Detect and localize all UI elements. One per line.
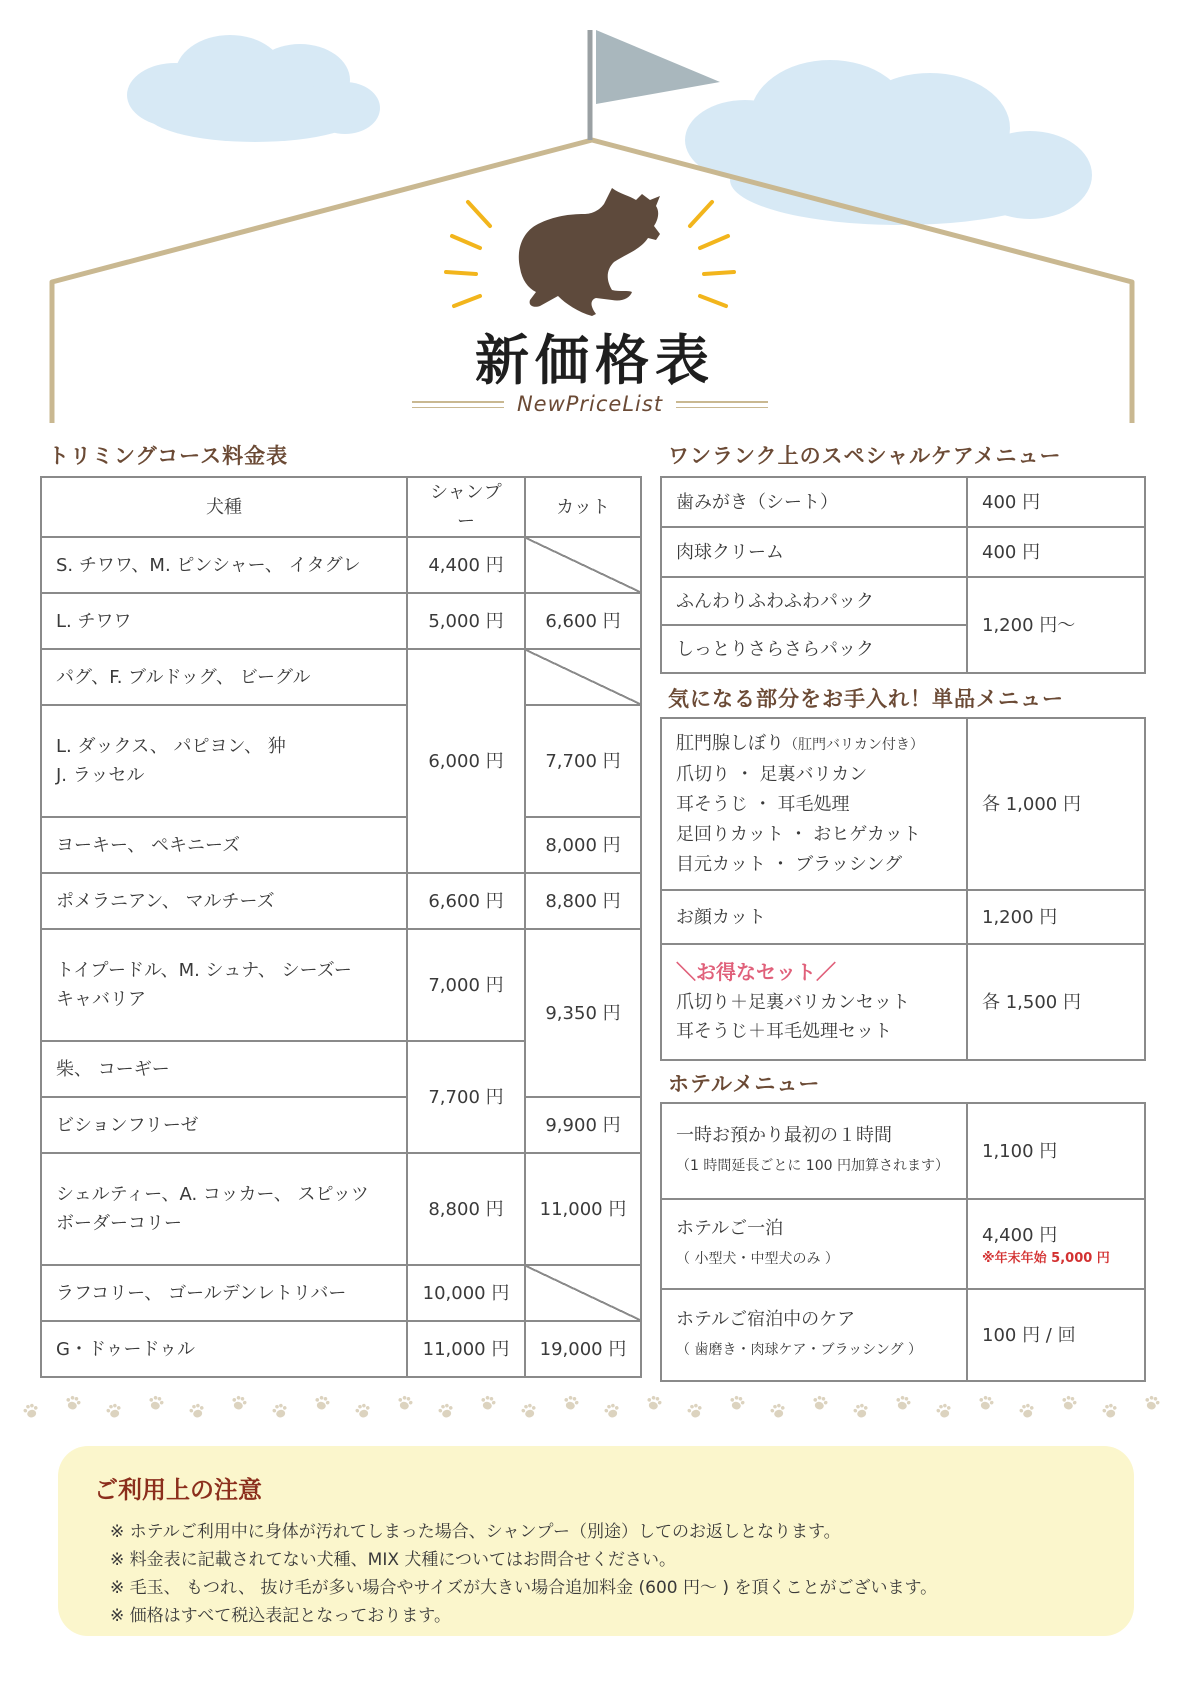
table-row	[41, 1265, 641, 1321]
breed-cell	[41, 1153, 407, 1265]
paw-icon	[933, 1400, 955, 1422]
breed-cell: 柴、 コーギー	[41, 1041, 407, 1097]
table-row	[661, 944, 1145, 1060]
paw-icon	[227, 1392, 249, 1414]
paw-icon	[393, 1392, 415, 1414]
paw-icon	[269, 1400, 291, 1422]
notes-title: ご利用上の注意	[94, 1476, 262, 1504]
menu-item-name: しっとりさらさらパック	[661, 625, 967, 673]
subtitle-rule-left-2	[412, 407, 504, 408]
menu-item-name: 爪切り＋足裏バリカンセット	[676, 992, 910, 1013]
cloud-right	[685, 60, 1092, 225]
table-row	[41, 649, 641, 705]
hotel-section-title: ホテルメニュー	[668, 1072, 821, 1096]
menu-item-name: 爪切り ・ 足裏バリカン	[676, 763, 868, 785]
breed-cell: ラフコリー、 ゴールデンレトリバー	[41, 1265, 407, 1321]
menu-item-name: ホテルご宿泊中のケア	[676, 1309, 856, 1330]
menu-item-name: 耳そうじ ・ 耳毛処理	[676, 793, 850, 815]
table-row	[41, 537, 641, 593]
page-subtitle: NewPriceList	[516, 392, 664, 416]
trimming-price-table	[40, 476, 642, 1378]
table-header-cut: カット	[525, 477, 641, 537]
shampoo-price: 6,000 円	[407, 649, 525, 873]
shampoo-price: 11,000 円	[407, 1321, 525, 1377]
notes-list	[110, 1518, 937, 1630]
breed-cell: L. チワワ	[41, 593, 407, 649]
menu-item-name: 足回りカット ・ おヒゲカット	[676, 823, 921, 845]
menu-item-name: ふんわりふわふわパック	[661, 577, 967, 625]
subtitle-rule-right	[676, 401, 768, 403]
menu-item-note: （ 歯磨き・肉球ケア・ブラッシング ）	[676, 1342, 922, 1358]
breed-cell	[41, 705, 407, 817]
paw-icon	[559, 1392, 581, 1414]
menu-item-price: 1,100 円	[967, 1103, 1145, 1199]
table-row	[661, 890, 1145, 944]
paw-icon	[1057, 1392, 1079, 1414]
cut-price: 6,600 円	[525, 593, 641, 649]
menu-item-price-group	[967, 1199, 1145, 1289]
menu-item-note: （ 小型犬・中型犬のみ ）	[676, 1251, 839, 1267]
paw-icon	[1016, 1400, 1038, 1422]
paw-icon	[974, 1392, 996, 1414]
paw-icon	[61, 1392, 83, 1414]
cut-price: 8,000 円	[525, 817, 641, 873]
table-row	[41, 873, 641, 929]
paw-icon	[103, 1400, 125, 1422]
menu-item-name: 歯みがき（シート）	[661, 477, 967, 527]
breed-cell	[41, 929, 407, 1041]
paw-icon	[20, 1400, 42, 1422]
subtitle-rule-left	[412, 401, 504, 403]
breed-line: シェルティー、A. コッカー、 スピッツ	[56, 1184, 369, 1205]
table-row	[661, 1103, 1145, 1199]
menu-item-price: 4,400 円	[982, 1224, 1058, 1246]
table-row	[41, 1097, 641, 1153]
menu-item-price: 各 1,000 円	[967, 718, 1145, 890]
paw-icon	[850, 1400, 872, 1422]
table-row	[41, 817, 641, 873]
shampoo-price: 8,800 円	[407, 1153, 525, 1265]
set-item-group	[661, 944, 967, 1060]
cut-price: 9,350 円	[525, 929, 641, 1097]
breed-cell: パグ、F. ブルドッグ、 ビーグル	[41, 649, 407, 705]
table-row	[41, 705, 641, 817]
table-row	[41, 1153, 641, 1265]
table-row	[661, 718, 1145, 890]
breed-cell: ポメラニアン、 マルチーズ	[41, 873, 407, 929]
table-row	[661, 577, 1145, 625]
menu-item-group	[661, 1103, 967, 1199]
paw-icon	[144, 1392, 166, 1414]
menu-item-price: 400 円	[967, 527, 1145, 577]
new-year-price-note: ※年末年始 5,000 円	[982, 1250, 1110, 1266]
breed-line: ボーダーコリー	[56, 1213, 182, 1234]
paw-print-divider	[0, 1388, 1190, 1428]
menu-item-group	[661, 1199, 967, 1289]
paw-icon	[808, 1392, 830, 1414]
single-menu-section-title: 気になる部分をお手入れ！単品メニュー	[668, 687, 1064, 711]
note-item: ※ 毛玉、 もつれ、 抜け毛が多い場合やサイズが大きい場合追加料金 (600 円〜 ) を頂くことがございます。	[110, 1578, 938, 1598]
hotel-table	[660, 1102, 1146, 1382]
note-item: ※ ホテルご利用中に身体が汚れてしまった場合、シャンプー（別途）してのお返しとなります。	[110, 1522, 841, 1542]
menu-item-note: （1 時間延長ごとに 100 円加算されます）	[676, 1158, 949, 1174]
shampoo-price: 4,400 円	[407, 537, 525, 593]
special-care-section-title: ワンランク上のスペシャルケアメニュー	[668, 444, 1062, 468]
menu-item-name: 耳そうじ＋耳毛処理セット	[676, 1021, 892, 1042]
breed-cell: G・ドゥードゥル	[41, 1321, 407, 1377]
cut-not-available	[525, 537, 641, 593]
breed-cell: S. チワワ、M. ピンシャー、 イタグレ	[41, 537, 407, 593]
table-row	[41, 593, 641, 649]
dog-silhouette-icon	[519, 188, 660, 316]
special-care-table	[660, 476, 1146, 674]
menu-item-price: 各 1,500 円	[967, 944, 1145, 1060]
menu-item-name: ホテルご一泊	[676, 1218, 784, 1239]
menu-item-group	[661, 718, 967, 890]
paw-icon	[642, 1392, 664, 1414]
cut-price: 8,800 円	[525, 873, 641, 929]
table-row	[41, 1321, 641, 1377]
paw-icon	[476, 1392, 498, 1414]
note-item: ※ 価格はすべて税込表記となっております。	[110, 1606, 451, 1626]
paw-icon	[725, 1392, 747, 1414]
cut-price: 7,700 円	[525, 705, 641, 817]
menu-item-price: 1,200 円	[967, 890, 1145, 944]
page-title: 新価格表	[475, 328, 715, 392]
shampoo-price: 5,000 円	[407, 593, 525, 649]
table-header-breed: 犬種	[41, 477, 407, 537]
single-menu-table	[660, 717, 1146, 1061]
trimming-section-title: トリミングコース料金表	[48, 444, 289, 468]
breed-line: トイプードル、M. シュナ、 シーズー	[56, 960, 352, 981]
cut-price: 11,000 円	[525, 1153, 641, 1265]
breed-line: キャバリア	[56, 989, 146, 1010]
menu-item-price: 400 円	[967, 477, 1145, 527]
subtitle-rule-right-2	[676, 407, 768, 408]
menu-item-name: 肉球クリーム	[661, 527, 967, 577]
paw-icon	[518, 1400, 540, 1422]
breed-cell: ヨーキー、 ペキニーズ	[41, 817, 407, 873]
menu-item-name: お顔カット	[661, 890, 967, 944]
shampoo-price: 7,000 円	[407, 929, 525, 1041]
table-row	[661, 1199, 1145, 1289]
breed-line: L. ダックス、 パピヨン、 狆	[56, 736, 286, 757]
table-row	[661, 527, 1145, 577]
paw-icon	[684, 1400, 706, 1422]
set-label: ＼お得なセット／	[676, 960, 836, 984]
table-row	[41, 929, 641, 1041]
usage-notes-box	[58, 1446, 1134, 1636]
menu-item-note: （肛門バリカン付き）	[784, 736, 924, 753]
table-header-shampoo: シャンプー	[407, 477, 525, 537]
breed-line: J. ラッセル	[56, 765, 145, 786]
paw-icon	[310, 1392, 332, 1414]
paw-icon	[1099, 1400, 1121, 1422]
menu-item-price: 100 円 / 回	[967, 1289, 1145, 1381]
table-row	[661, 1289, 1145, 1381]
breed-cell: ビションフリーゼ	[41, 1097, 407, 1153]
menu-item-group	[661, 1289, 967, 1381]
menu-item-name: 一時お預かり最初の１時間	[676, 1125, 892, 1146]
menu-item-price: 1,200 円〜	[967, 577, 1145, 673]
menu-item-name: 目元カット ・ ブラッシング	[676, 853, 903, 875]
cut-not-available	[525, 649, 641, 705]
cut-price: 19,000 円	[525, 1321, 641, 1377]
cloud-left	[127, 35, 380, 142]
table-row	[661, 477, 1145, 527]
menu-item-name: 肛門腺しぼり	[676, 732, 784, 754]
cut-not-available	[525, 1265, 641, 1321]
shampoo-price: 7,700 円	[407, 1041, 525, 1153]
shampoo-price: 6,600 円	[407, 873, 525, 929]
shampoo-price: 10,000 円	[407, 1265, 525, 1321]
paw-icon	[891, 1392, 913, 1414]
paw-icon	[435, 1400, 457, 1422]
paw-icon	[352, 1400, 374, 1422]
paw-icon	[767, 1400, 789, 1422]
paw-icon	[186, 1400, 208, 1422]
note-item: ※ 料金表に記載されてない犬種、MIX 犬種についてはお問合せください。	[110, 1550, 677, 1570]
paw-icon	[1140, 1392, 1162, 1414]
cut-price: 9,900 円	[525, 1097, 641, 1153]
paw-icon	[601, 1400, 623, 1422]
